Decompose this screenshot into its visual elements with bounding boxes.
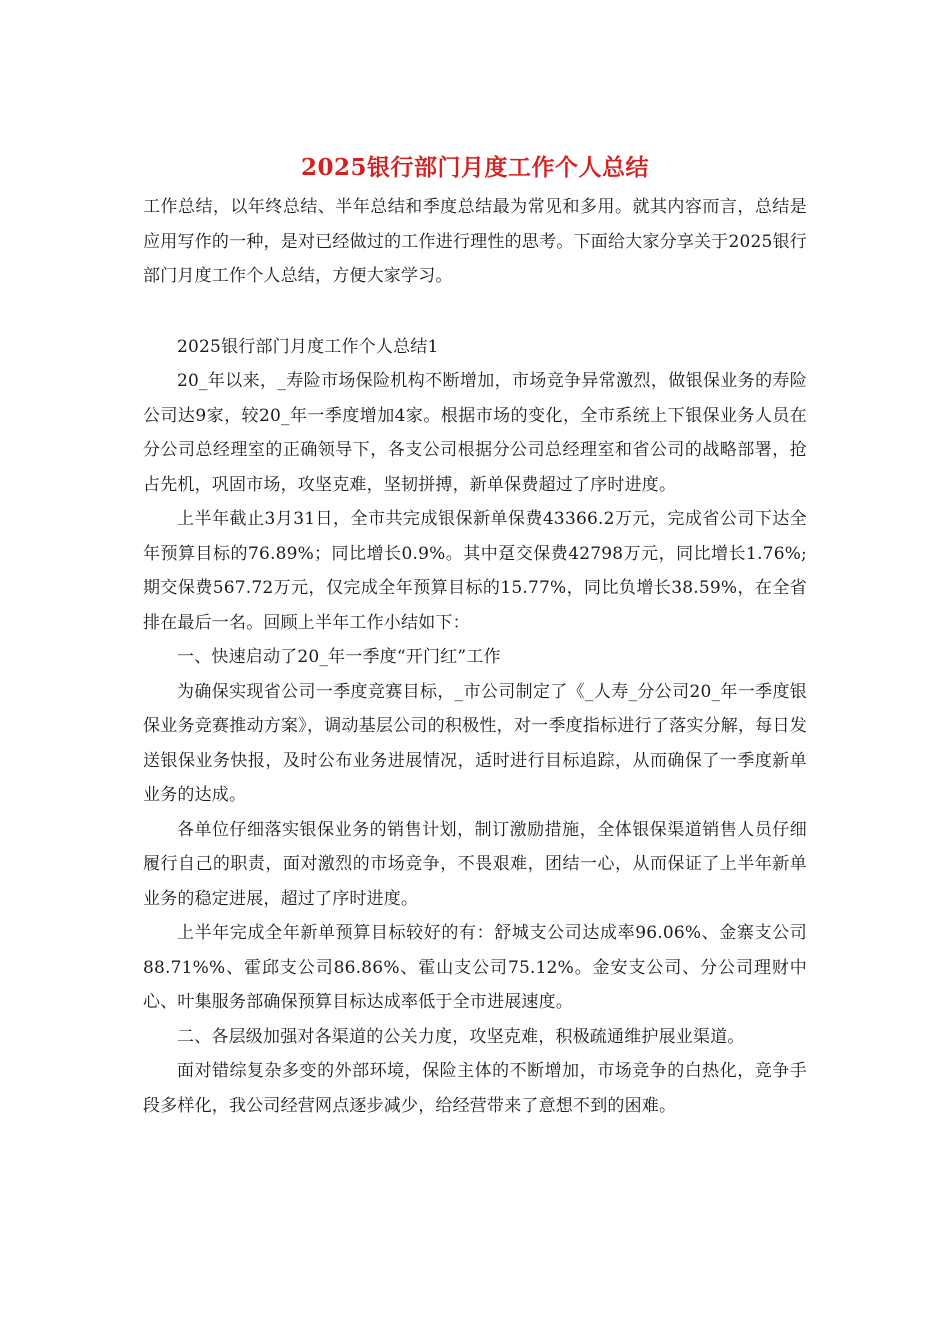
document-title: 2025银行部门月度工作个人总结 — [300, 154, 649, 181]
body-paragraph-3: 为确保实现省公司一季度竞赛目标，_市公司制定了《_人寿_分公司20_年一季度银保业务竞赛推动方案》，调动基层公司的积极性，对一季度指标进行了落实分解，每日发送银保业务快报，及时公布业务进展情况，适时进行目标追踪，从而确保了一季度新单业务的达成。 — [143, 681, 807, 805]
document-page — [143, 148, 807, 1123]
body-paragraph-1: 20_年以来，_寿险市场保险机构不断增加，市场竞争异常激烈，做银保业务的寿险公司达9家，较20_年一季度增加4家。根据市场的变化，全市系统上下银保业务人员在分公司总经理室的正确领导下，各支公司根据分公司总经理室和省公司的战略部署，抢占先机，巩固市场，攻坚克难，坚韧拼搏，新单保费超过了序时进度。 — [143, 371, 807, 495]
subheading-2: 二、各层级加强对各渠道的公关力度，攻坚克难，积极疏通维护展业渠道。 — [177, 1026, 745, 1047]
body-paragraph-6: 面对错综复杂多变的外部环境，保险主体的不断增加，市场竞争的白热化，竞争手段多样化，我公司经营网点逐步减少，给经营带来了意想不到的困难。 — [143, 1061, 807, 1116]
body-paragraph-5: 上半年完成全年新单预算目标较好的有：舒城支公司达成率96.06%、金寨支公司88.71%%、霍邱支公司86.86%、霍山支公司75.12%。金安支公司、分公司理财中心、叶集服务部确保预算目标达成率低于全市进展速度。 — [143, 923, 807, 1012]
body-paragraph-2: 上半年截止3月31日，全市共完成银保新单保费43366.2万元，完成省公司下达全年预算目标的76.89%；同比增长0.9%。其中趸交保费42798万元，同比增长1.76%;期交保费567.72万元，仅完成全年预算目标的15.77%，同比负增长38.59%，在全省排在最后一名。回顾上半年工作小结如下： — [143, 509, 807, 633]
subheading-1: 一、快速启动了20_年一季度“开门红”工作 — [177, 647, 501, 667]
section-heading: 2025银行部门月度工作个人总结1 — [177, 336, 439, 357]
body-paragraph-4: 各单位仔细落实银保业务的销售计划，制订激励措施，全体银保渠道销售人员仔细履行自己的职责，面对激烈的市场竞争，不畏艰难，团结一心，从而保证了上半年新单业务的稳定进展，超过了序时进度。 — [143, 819, 807, 909]
intro-paragraph: 工作总结，以年终总结、半年总结和季度总结最为常见和多用。就其内容而言，总结是应用写作的一种，是对已经做过的工作进行理性的思考。下面给大家分享关于2025银行部门月度工作个人总结，方便大家学习。 — [143, 197, 807, 286]
paragraph-gap — [143, 294, 807, 330]
